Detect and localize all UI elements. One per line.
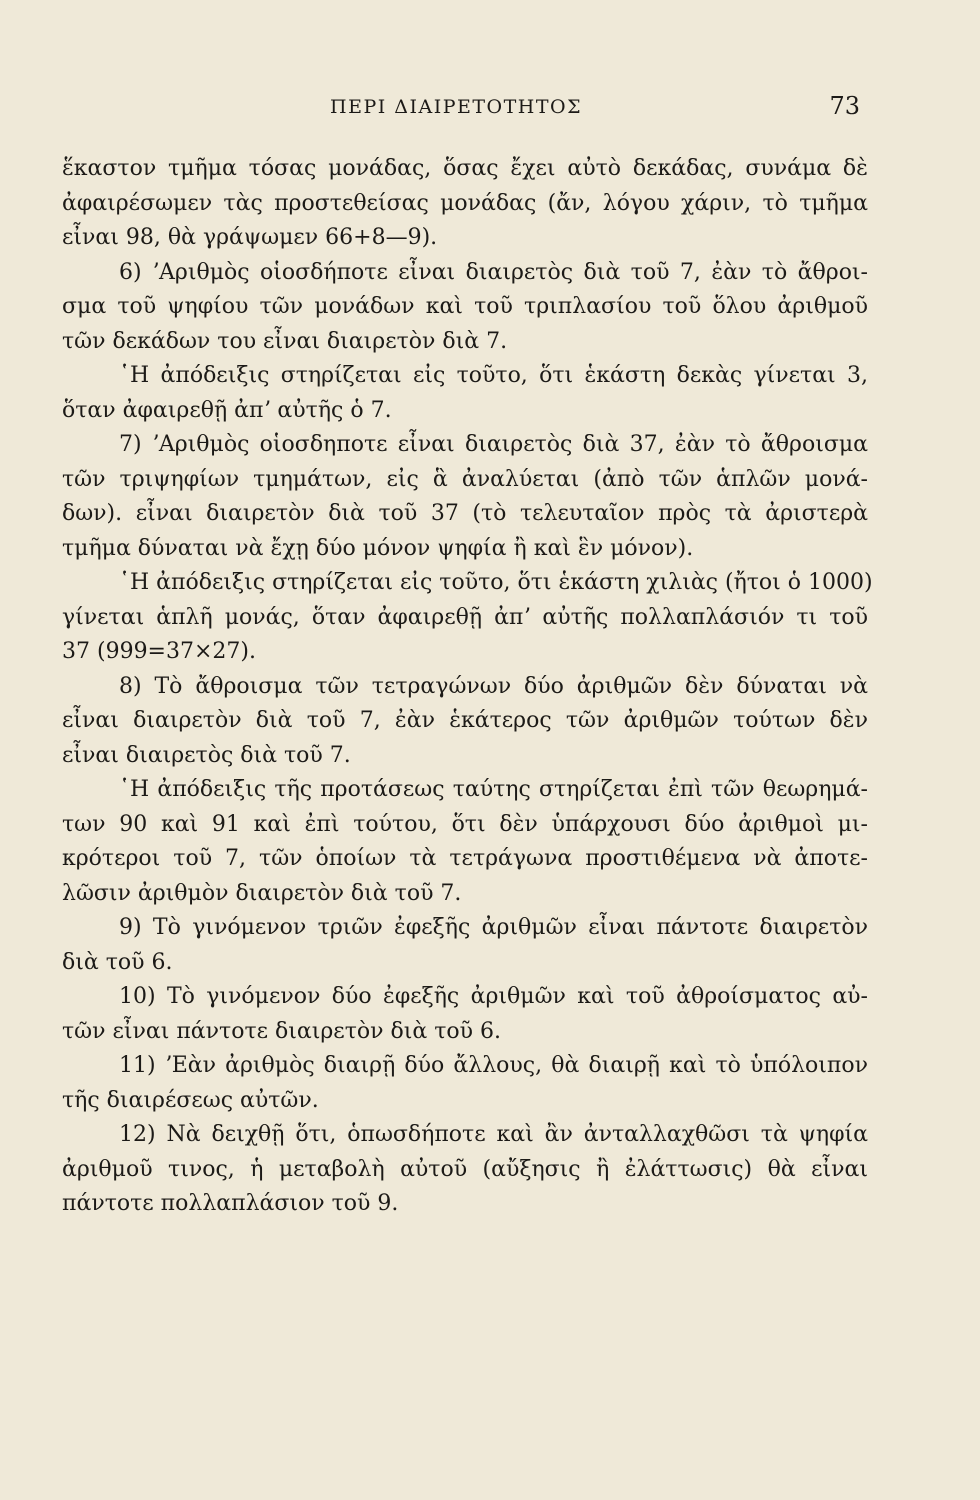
text-line: ἀφαιρέσωμεν τὰς προστεθείσας μονάδας (ἄν, λόγου χάριν, τὸ τμῆμα (62, 190, 868, 216)
text-line: 8) Τὸ ἄθροισμα τῶν τετραγώνων δύο ἀριθμῶν δὲν δύναται νὰ (119, 673, 868, 699)
page-header (60, 92, 860, 126)
text-line: ὅταν ἀφαιρεθῇ ἀπʼ αὐτῆς ὁ 7. (62, 397, 392, 423)
text-line: εἶναι 98, θὰ γράψωμεν 66+8—9). (62, 225, 438, 250)
text-line: 7) ʼΑριθμὸς οἱοσδηποτε εἶναι διαιρετὸς διὰ 37, ἐὰν τὸ ἄθροισμα (119, 432, 868, 457)
text-line: 37 (999=37×27). (62, 639, 256, 664)
text-line: ἀριθμοῦ τινος, ἡ μεταβολὴ αὐτοῦ (αὔξησις ἢ ἐλάττωσις) θὰ εἶναι (62, 1156, 868, 1182)
text-line: πάντοτε πολλαπλάσιον τοῦ 9. (62, 1191, 399, 1216)
text-line: τῶν τριψηφίων τμημάτων, εἰς ἃ ἀναλύεται (ἀπὸ τῶν ἁπλῶν μονά- (62, 466, 868, 492)
text-line: τῶν δεκάδων του εἶναι διαιρετὸν διὰ 7. (62, 328, 508, 354)
text-line: τμῆμα δύναται νὰ ἔχῃ δύο μόνον ψηφία ἢ καὶ ἓν μόνον). (62, 535, 694, 561)
text-line: ῾Η ἀπόδειξις στηρίζεται εἰς τοῦτο, ὅτι ἑκάστη δεκὰς γίνεται 3, (119, 363, 868, 388)
text-line: διὰ τοῦ 6. (62, 949, 173, 975)
page-number: 73 (829, 92, 860, 120)
text-line: σμα τοῦ ψηφίου τῶν μονάδων καὶ τοῦ τριπλασίου τοῦ ὅλου ἀριθμοῦ (62, 294, 868, 319)
text-line: τῆς διαιρέσεως αὐτῶν. (62, 1087, 319, 1113)
text-line: ῾Η ἀπόδειξις στηρίζεται εἰς τοῦτο, ὅτι ἑκάστη χιλιὰς (ἤτοι ὁ 1000) (119, 570, 873, 595)
text-line: 10) Τὸ γινόμενον δύο ἐφεξῆς ἀριθμῶν καὶ τοῦ ἀθροίσματος αὐ- (119, 984, 868, 1009)
text-line: 9) Τὸ γινόμενον τριῶν ἐφεξῆς ἀριθμῶν εἶναι πάντοτε διαιρετὸν (119, 915, 868, 940)
text-line: δων). εἶναι διαιρετὸν διὰ τοῦ 37 (τὸ τελευταῖον πρὸς τὰ ἀριστερὰ (62, 501, 868, 526)
text-line: των 90 καὶ 91 καὶ ἐπὶ τούτου, ὅτι δὲν ὑπάρχουσι δύο ἀριθμοὶ μι- (62, 811, 868, 837)
text-line: γίνεται ἁπλῆ μονάς, ὅταν ἀφαιρεθῇ ἀπʼ αὐτῆς πολλαπλάσιόν τι τοῦ (62, 604, 868, 630)
running-title: ΠΕΡΙ ΔΙΑΙΡΕΤΟΤΗΤΟΣ (330, 96, 583, 118)
body-text (62, 152, 873, 1222)
text-line: λῶσιν ἀριθμὸν διαιρετὸν διὰ τοῦ 7. (62, 880, 462, 906)
text-line: ῾Η ἀπόδειξις τῆς προτάσεως ταύτης στηρίζεται ἐπὶ τῶν θεωρημά- (119, 777, 868, 802)
text-line: 11) ʼΕὰν ἀριθμὸς διαιρῇ δύο ἄλλους, θὰ διαιρῇ καὶ τὸ ὑπόλοιπον (119, 1053, 868, 1078)
text-line: εἶναι διαιρετὸς διὰ τοῦ 7. (62, 742, 351, 768)
text-line: 12) Νὰ δειχθῇ ὅτι, ὁπωσδήποτε καὶ ἂν ἀνταλλαχθῶσι τὰ ψηφία (119, 1122, 868, 1147)
text-line: ἕκαστον τμῆμα τόσας μονάδας, ὅσας ἔχει αὐτὸ δεκάδας, συνάμα δὲ (62, 156, 868, 181)
text-line: εἶναι διαιρετὸν διὰ τοῦ 7, ἐὰν ἑκάτερος τῶν ἀριθμῶν τούτων δὲν (62, 708, 868, 733)
text-line: 6) ʼΑριθμὸς οἱοσδήποτε εἶναι διαιρετὸς διὰ τοῦ 7, ἐὰν τὸ ἄθροι- (119, 259, 868, 285)
text-line: κρότεροι τοῦ 7, τῶν ὁποίων τὰ τετράγωνα προστιθέμενα νὰ ἀποτε- (62, 846, 868, 871)
text-line: τῶν εἶναι πάντοτε διαιρετὸν διὰ τοῦ 6. (62, 1018, 501, 1044)
